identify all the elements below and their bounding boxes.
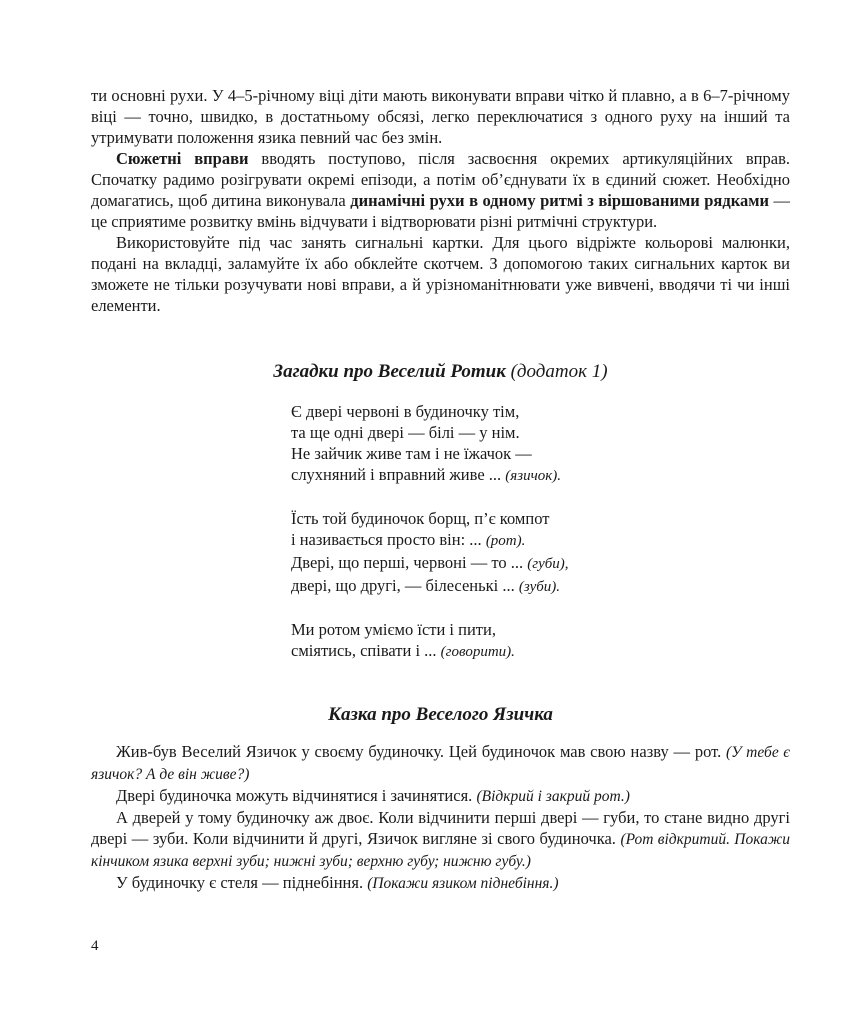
riddles-title-appendix: (додаток 1): [510, 361, 608, 382]
riddle-answer: (язичок).: [505, 468, 562, 484]
paragraph-text: У будиночку є стеля — піднебіння.: [116, 873, 364, 892]
poem-line: [291, 575, 790, 598]
poem-line-text: двері, що другі, — білесенькі ...: [291, 576, 515, 595]
instruction-text: (У тебе є язичок? А де він живе?): [91, 744, 791, 783]
tale-paragraph-4: [91, 872, 790, 894]
intro-paragraph-3: Використовуйте під час занять сигнальні картки. Для цього відріжте кольорові малюнки, подані на вкладці, заламуйте їх або обклейте скотчем. З допомогою таких сигнальних карток ви зможете не тільки розучувати нові вправи, а й урізноманітнювати уже вивчені, вводячи ті чи інші елементи.: [91, 233, 790, 315]
riddles-title: Загадки про Веселий Ротик: [273, 361, 506, 382]
instruction-text: (Покажи язиком піднебіння.): [367, 875, 559, 892]
paragraph-text: вводять поступово, після засвоєння окремих артикуляційних вправ. Спочатку радимо розігрувати окремі епізоди, а потім об’єднувати їх в єдиний сюжет. Необхідно домагатись, щоб дитина виконувала: [91, 149, 790, 210]
poem-line: [291, 552, 790, 575]
poem-line: Ми ротом уміємо їсти і пити,: [291, 620, 496, 639]
riddle-answer: (губи),: [527, 556, 569, 572]
poem-line-text: сміятись, співати і ...: [291, 641, 437, 660]
page-number: 4: [91, 938, 99, 954]
riddle-stanza-3: [291, 619, 790, 663]
paragraph-text: Жив-був Веселий Язичок у своєму будиночку. Цей будиночок мав свою назву — рот.: [116, 742, 722, 761]
poem-line: Їсть той будиночок борщ, п’є компот: [291, 509, 550, 528]
poem-line: [291, 464, 790, 487]
tale-paragraph-2: [91, 785, 790, 807]
intro-paragraph-1: ти основні рухи. У 4–5-річному віці діти мають виконувати вправи чітко й плавно, а в 6–7-річному віці — точно, швидко, в достатньому обсязі, легко переключатися з одного руху на інший та утримувати положення язика певний час без змін.: [91, 86, 790, 147]
tale-paragraph-1: [91, 741, 790, 785]
instruction-text: (Рот відкритий. Покажи кінчиком язика верхні зуби; нижні зуби; верхню губу; нижню губу.): [91, 831, 790, 870]
instruction-text: (Відкрий і закрий рот.): [476, 788, 630, 805]
riddle-stanza-1: [291, 401, 790, 487]
riddle-answer: (говорити).: [440, 644, 515, 660]
poem-line: Не зайчик живе там і не їжачок —: [291, 444, 532, 463]
poem-line: [291, 529, 790, 552]
riddles-poem: [291, 401, 790, 663]
poem-line: Є двері червоні в будиночку тім,: [291, 402, 520, 421]
riddles-heading: [91, 360, 790, 384]
bold-term-dynamic-movements: динамічні рухи в одному ритмі з віршованими рядками: [350, 191, 769, 210]
poem-line-text: слухняний і вправний живе ...: [291, 465, 502, 484]
tale-paragraph-3: [91, 807, 790, 872]
paragraph-text: А дверей у тому будиночку аж двоє. Коли відчинити перші двері — губи, то стане видно другі двері — зуби. Коли відчинити й другі, Язичок вигляне зі свого будиночка.: [91, 808, 790, 848]
poem-line: [291, 640, 790, 663]
riddle-answer: (рот).: [485, 533, 526, 549]
riddle-answer: (зуби).: [518, 579, 561, 595]
intro-paragraph-2: [91, 148, 790, 232]
poem-line: та ще одні двері — білі — у нім.: [291, 423, 520, 442]
bold-term-plot-exercises: Сюжетні вправи: [116, 149, 249, 168]
poem-line-text: і називається просто він: ...: [291, 530, 482, 549]
riddle-stanza-2: [291, 508, 790, 598]
paragraph-text: Двері будиночка можуть відчинятися і зачинятися.: [116, 786, 473, 805]
tale-heading: Казка про Веселого Язичка: [328, 704, 553, 725]
paragraph-text: — це сприятиме розвитку вмінь відчувати і відтворювати різні ритмічні структури.: [91, 191, 790, 231]
page-content: [91, 85, 790, 894]
poem-line-text: Двері, що перші, червоні — то ...: [291, 553, 524, 572]
